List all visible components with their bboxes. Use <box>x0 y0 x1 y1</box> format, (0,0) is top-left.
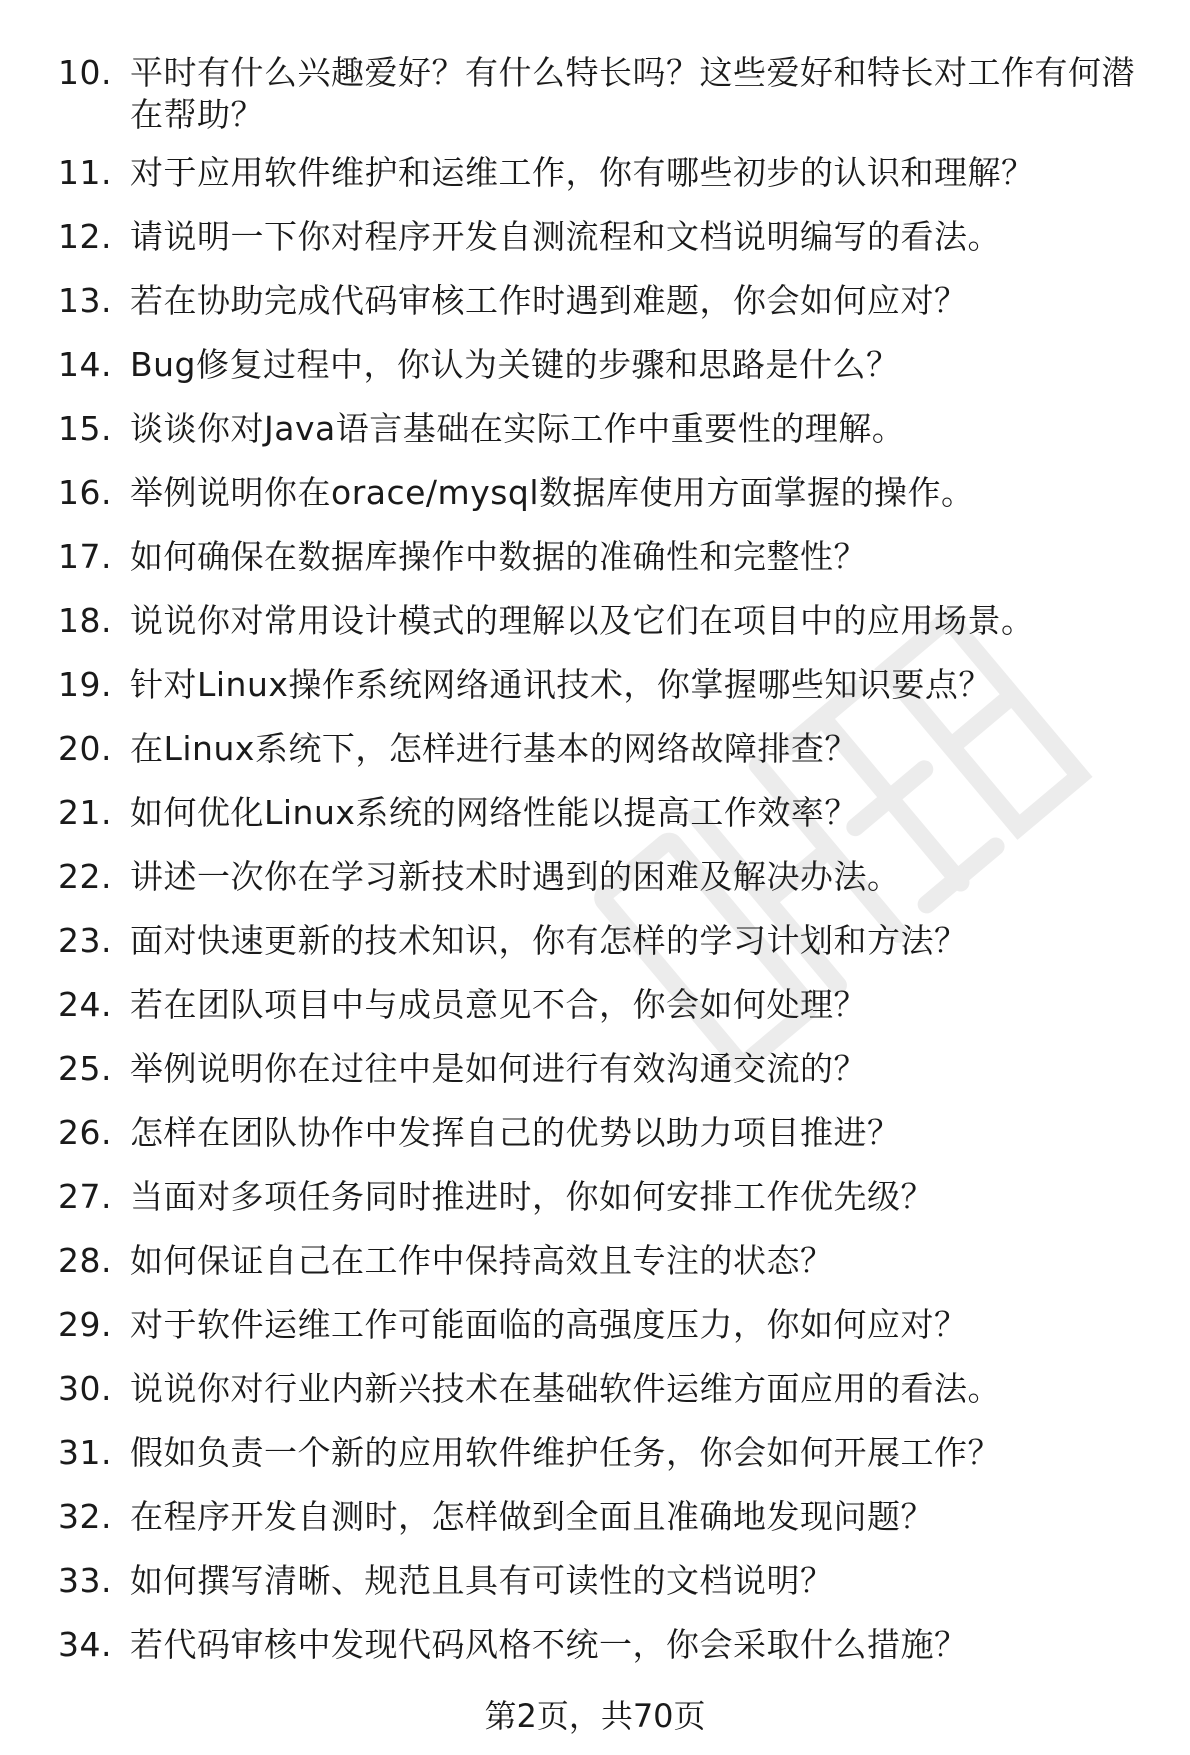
question-item <box>58 1112 1148 1154</box>
question-text: 请说明一下你对程序开发自测流程和文档说明编写的看法。 <box>130 217 1001 256</box>
question-number: 22. <box>58 857 112 896</box>
question-number: 19. <box>58 665 112 704</box>
question-number: 11. <box>58 153 112 192</box>
question-item <box>58 600 1148 642</box>
question-text: 如何优化Linux系统的网络性能以提高工作效率？ <box>130 793 858 832</box>
question-item <box>58 984 1148 1026</box>
question-number: 16. <box>58 473 112 512</box>
question-number: 21. <box>58 793 112 832</box>
question-item <box>58 1048 1148 1090</box>
question-number: 29. <box>58 1305 112 1344</box>
question-text: 面对快速更新的技术知识，你有怎样的学习计划和方法？ <box>130 921 968 960</box>
question-number: 18. <box>58 601 112 640</box>
question-text: 针对Linux操作系统网络通讯技术，你掌握哪些知识要点？ <box>130 665 992 704</box>
question-text: 若在团队项目中与成员意见不合，你会如何处理？ <box>130 985 867 1024</box>
question-number: 17. <box>58 537 112 576</box>
question-text: 在Linux系统下，怎样进行基本的网络故障排查？ <box>130 729 858 768</box>
question-number: 25. <box>58 1049 112 1088</box>
question-number: 26. <box>58 1113 112 1152</box>
question-item <box>58 280 1148 322</box>
question-item <box>58 1624 1148 1666</box>
question-text: Bug修复过程中，你认为关键的步骤和思路是什么？ <box>130 345 900 384</box>
question-text: 举例说明你在orace/mysql数据库使用方面掌握的操作。 <box>130 473 975 512</box>
question-item <box>58 52 1148 136</box>
question-text: 说说你对行业内新兴技术在基础软件运维方面应用的看法。 <box>130 1369 1001 1408</box>
question-item <box>58 152 1148 194</box>
question-number: 14. <box>58 345 112 384</box>
question-text: 假如负责一个新的应用软件维护任务，你会如何开展工作？ <box>130 1433 1001 1472</box>
question-item <box>58 472 1148 514</box>
question-number: 27. <box>58 1177 112 1216</box>
question-item <box>58 344 1148 386</box>
question-item <box>58 728 1148 770</box>
question-text: 如何确保在数据库操作中数据的准确性和完整性？ <box>130 537 867 576</box>
question-number: 15. <box>58 409 112 448</box>
question-text: 若在协助完成代码审核工作时遇到难题，你会如何应对？ <box>130 281 968 320</box>
question-item <box>58 856 1148 898</box>
question-number: 30. <box>58 1369 112 1408</box>
question-number: 13. <box>58 281 112 320</box>
question-item <box>58 1496 1148 1538</box>
question-item <box>58 1176 1148 1218</box>
question-text: 举例说明你在过往中是如何进行有效沟通交流的？ <box>130 1049 867 1088</box>
question-text: 若代码审核中发现代码风格不统一，你会采取什么措施？ <box>130 1625 968 1664</box>
question-number: 12. <box>58 217 112 256</box>
question-text: 当面对多项任务同时推进时，你如何安排工作优先级？ <box>130 1177 934 1216</box>
question-list <box>58 52 1148 1688</box>
question-text: 如何撰写清晰、规范且具有可读性的文档说明？ <box>130 1561 834 1600</box>
question-number: 20. <box>58 729 112 768</box>
question-item <box>58 1368 1148 1410</box>
question-item <box>58 1240 1148 1282</box>
question-item <box>58 1560 1148 1602</box>
question-item <box>58 664 1148 706</box>
question-item <box>58 408 1148 450</box>
question-number: 34. <box>58 1625 112 1664</box>
question-item <box>58 216 1148 258</box>
question-text: 在程序开发自测时，怎样做到全面且准确地发现问题？ <box>130 1497 934 1536</box>
question-text: 讲述一次你在学习新技术时遇到的困难及解决办法。 <box>130 857 901 896</box>
question-text: 对于应用软件维护和运维工作，你有哪些初步的认识和理解？ <box>130 153 1035 192</box>
question-item <box>58 792 1148 834</box>
question-number: 32. <box>58 1497 112 1536</box>
question-text: 谈谈你对Java语言基础在实际工作中重要性的理解。 <box>130 409 906 448</box>
question-item <box>58 1432 1148 1474</box>
question-item <box>58 536 1148 578</box>
question-item <box>58 1304 1148 1346</box>
question-text: 平时有什么兴趣爱好？有什么特长吗？这些爱好和特长对工作有何潜在帮助？ <box>130 53 1135 134</box>
question-number: 31. <box>58 1433 112 1472</box>
question-item <box>58 920 1148 962</box>
question-number: 24. <box>58 985 112 1024</box>
question-text: 对于软件运维工作可能面临的高强度压力，你如何应对？ <box>130 1305 968 1344</box>
page-number-footer: 第2页，共70页 <box>484 1697 706 1735</box>
question-number: 28. <box>58 1241 112 1280</box>
question-number: 23. <box>58 921 112 960</box>
question-number: 10. <box>58 53 112 92</box>
question-number: 33. <box>58 1561 112 1600</box>
question-text: 如何保证自己在工作中保持高效且专注的状态？ <box>130 1241 834 1280</box>
question-text: 说说你对常用设计模式的理解以及它们在项目中的应用场景。 <box>130 601 1035 640</box>
question-text: 怎样在团队协作中发挥自己的优势以助力项目推进？ <box>130 1113 901 1152</box>
